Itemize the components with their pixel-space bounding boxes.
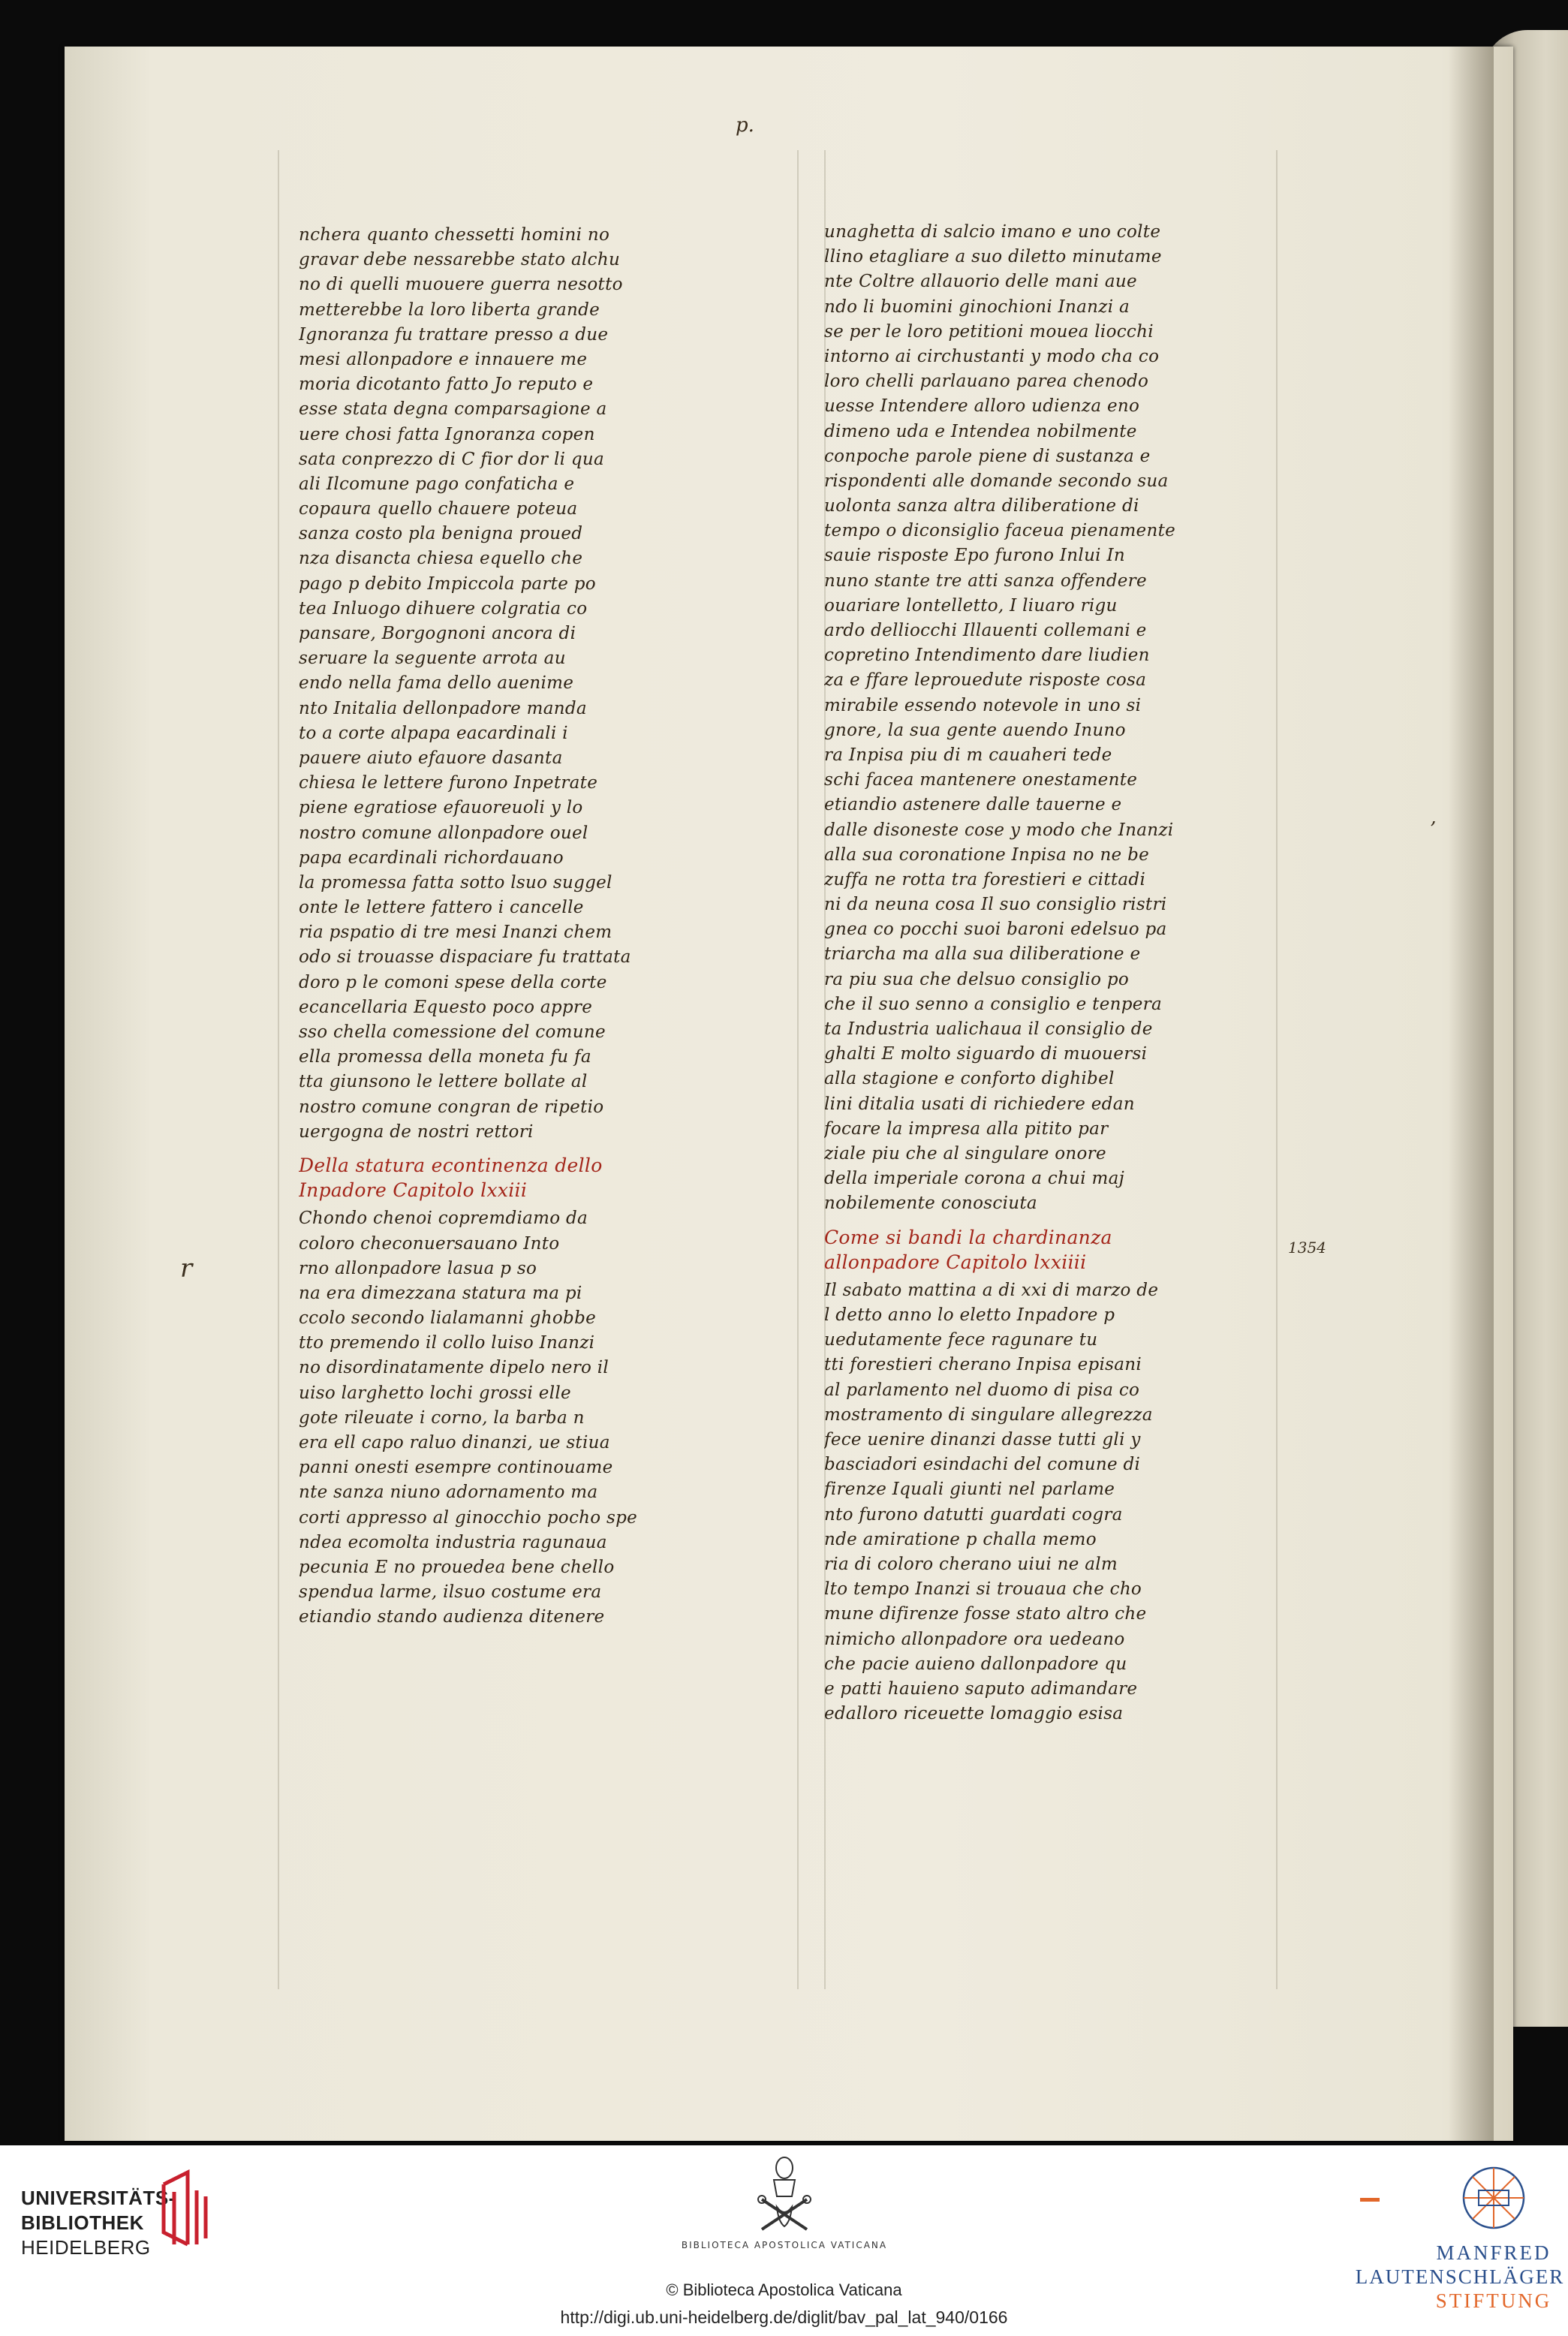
text-line: copretino Intendimento dare liudien	[824, 646, 1150, 666]
text-line: nde amiratione p challa memo	[824, 1529, 1097, 1549]
rubric-line: Della statura econtinenza dello	[299, 1154, 603, 1176]
text-line: focare la impresa alla pitito par	[824, 1118, 1109, 1139]
text-line: pauere aiuto efauore dasanta	[299, 748, 563, 768]
text-line: gravar debe nessarebbe stato alchu	[299, 250, 621, 270]
margin-mark-left: r	[180, 1254, 193, 1284]
ml-dash	[1360, 2198, 1380, 2202]
text-line: nchera quanto chessetti homini no	[299, 225, 610, 245]
text-line: gnore, la sua gente auendo Inuno	[824, 720, 1126, 740]
text-line: ella promessa della moneta fu fa	[299, 1047, 591, 1067]
text-line: za e ffare leprouedute risposte cosa	[824, 670, 1147, 691]
text-line: zuffa ne rotta tra forestieri e cittadi	[824, 869, 1146, 890]
text-line: copaura quello chauere poteua	[299, 499, 578, 519]
text-line: lto tempo Inanzi si trouaua che cho	[824, 1579, 1142, 1600]
text-line: schi facea mantenere onestamente	[824, 770, 1138, 790]
text-line: nobilemente conosciuta	[824, 1194, 1037, 1214]
text-line: coloro checonuersauano Into	[299, 1233, 560, 1254]
text-line: della imperiale corona a chui maj	[824, 1169, 1125, 1189]
margin-year-note: 1354	[1288, 1239, 1326, 1257]
text-line: spendua larme, ilsuo costume era	[299, 1582, 602, 1603]
ml-line3: STIFTUNG	[1435, 2289, 1552, 2312]
text-line: che pacie auieno dallonpadore qu	[824, 1654, 1127, 1674]
text-line: endo nella fama dello auenime	[299, 673, 574, 694]
ml-line2: LAUTENSCHLÄGER	[1355, 2265, 1565, 2288]
text-line: l detto anno lo eletto Inpadore p	[824, 1305, 1115, 1326]
text-line: no disordinatamente dipelo nero il	[299, 1358, 609, 1378]
text-line: mirabile essendo notevole in uno si	[824, 695, 1142, 715]
text-line: ndea ecomolta industria ragunaua	[299, 1532, 607, 1552]
text-line: odo si trouasse dispaciare fu trattata	[299, 947, 631, 968]
text-line: nza disancta chiesa equello che	[299, 549, 583, 569]
text-line: uiso larghetto lochi grossi elle	[299, 1383, 571, 1403]
text-line: papa ecardinali richordauano	[299, 847, 564, 868]
text-line: Chondo chenoi copremdiamo da	[299, 1209, 588, 1229]
ruling-line	[797, 150, 799, 1989]
footer-bar	[0, 2145, 1568, 2336]
right-chapter-text	[824, 1281, 1305, 1729]
text-line: al parlamento nel duomo di pisa co	[824, 1380, 1140, 1400]
text-line: sata conprezzo di C fior dor li qua	[299, 449, 605, 469]
text-line: ghalti E molto siguardo di muouersi	[824, 1044, 1148, 1064]
text-line: lini ditalia usati di richiedere edan	[824, 1094, 1135, 1114]
text-line: loro chelli parlauano parea chenodo	[824, 372, 1149, 392]
text-line: Ignoranza fu trattare presso a due	[299, 324, 609, 345]
text-line: dalle disoneste cose y modo che Inanzi	[824, 820, 1174, 840]
text-line: esse stata degna comparsagione a	[299, 399, 607, 420]
ub-logo-mark-icon	[158, 2169, 218, 2252]
text-line: pago p debito Impiccola parte po	[299, 573, 596, 594]
text-line: seruare la seguente arrota au	[299, 649, 566, 669]
text-line: nte sanza niuno adornamento ma	[299, 1483, 598, 1503]
text-line: ouariare lontelletto, I liuaro rigu	[824, 595, 1118, 616]
ub-logo-line1: UNIVERSITÄTS-	[21, 2187, 176, 2209]
text-line: ndo li buomini ginochioni Inanzi a	[824, 297, 1130, 317]
text-line: conpoche parole piene di sustanza e	[824, 446, 1151, 466]
text-line: e patti hauieno saputo adimandare	[824, 1678, 1138, 1699]
rubric-line: Inpadore Capitolo lxxiii	[299, 1179, 528, 1202]
text-line: rispondenti alle domande secondo sua	[824, 471, 1169, 491]
text-line: nto Initalia dellonpadore manda	[299, 698, 587, 718]
text-line: ccolo secondo lialamanni ghobbe	[299, 1308, 597, 1329]
text-line: to a corte alpapa eacardinali i	[299, 723, 568, 743]
text-line: nimicho allonpadore ora uedeano	[824, 1629, 1125, 1649]
text-line: ria di coloro cherano uiui ne alm	[824, 1554, 1118, 1574]
text-line: tempo o diconsiglio faceua pienamente	[824, 521, 1176, 541]
text-line: tta giunsono le lettere bollate al	[299, 1072, 588, 1092]
text-line: tto premendo il collo luiso Inanzi	[299, 1333, 595, 1353]
text-line: nte Coltre allauorio delle mani aue	[824, 272, 1137, 292]
ruling-line	[278, 150, 279, 1989]
text-line: tti forestieri cherano Inpisa episani	[824, 1355, 1142, 1375]
left-column	[299, 225, 779, 1633]
rubric-line: Come si bandi la chardinanza	[824, 1226, 1112, 1248]
text-line: pansare, Borgognoni ancora di	[299, 624, 576, 643]
text-line: ali Ilcomune pago confaticha e	[299, 474, 575, 494]
text-line: gnea co pocchi suoi baroni edelsuo pa	[824, 920, 1167, 940]
ub-logo-line3: HEIDELBERG	[21, 2236, 151, 2259]
text-line: chiesa le lettere furono Inpetrate	[299, 773, 598, 793]
text-line: metterebbe la loro liberta grande	[299, 300, 600, 320]
text-line: ta Industria ualichaua il consiglio de	[824, 1019, 1153, 1039]
text-line: mostramento di singulare allegrezza	[824, 1404, 1153, 1425]
left-column-text	[299, 225, 779, 1147]
text-line: era ell capo raluo dinanzi, ue stiua	[299, 1433, 610, 1452]
text-line: doro p le comoni spese della corte	[299, 972, 607, 992]
text-line: panni onesti esempre continouame	[299, 1458, 613, 1478]
text-line: ni da neuna cosa Il suo consiglio ristri	[824, 895, 1167, 915]
text-line: sauie risposte Epo furono Inlui In	[824, 546, 1125, 566]
text-line: triarcha ma alla sua diliberatione e	[824, 944, 1141, 965]
text-line: nostro comune congran de ripetio	[299, 1097, 604, 1117]
text-line: rno allonpadore lasua p so	[299, 1258, 537, 1278]
text-line: uere chosi fatta Ignoranza copen	[299, 424, 595, 444]
right-column-text	[824, 222, 1305, 1219]
text-line: intorno ai circhustanti y modo cha co	[824, 346, 1160, 366]
text-line: etiandio stando audienza ditenere	[299, 1607, 605, 1627]
text-line: unaghetta di salcio imano e uno colte	[824, 222, 1161, 242]
text-line: no di quelli muouere guerra nesotto	[299, 275, 623, 295]
ml-stiftung-logo-icon	[1456, 2160, 1531, 2235]
text-line: uergogna de nostri rettori	[299, 1121, 534, 1142]
text-line: piene egratiose efauoreuoli y lo	[299, 798, 583, 818]
text-line: ecancellaria Equesto poco appre	[299, 997, 593, 1017]
text-line: uolonta sanza altra diliberatione di	[824, 496, 1139, 516]
text-line: firenze Iquali giunti nel parlame	[824, 1480, 1115, 1500]
text-line: se per le loro petitioni mouea liocchi	[824, 321, 1154, 342]
text-line: nto furono datutti guardati cogra	[824, 1504, 1123, 1525]
ml-line1: MANFRED	[1436, 2241, 1551, 2264]
text-line: fece uenire dinanzi dasse tutti gli y	[824, 1430, 1141, 1449]
text-line: sanza costo pla benigna proued	[299, 524, 583, 544]
ub-logo-line2: BIBLIOTHEK	[21, 2211, 144, 2234]
gutter-shadow	[1449, 47, 1494, 2141]
text-line: ra Inpisa piu di m cauaheri tede	[824, 745, 1112, 765]
text-line: mune difirenze fosse stato altro che	[824, 1604, 1147, 1624]
text-line: corti appresso al ginocchio pocho spe	[299, 1507, 638, 1528]
text-line: llino etagliare a suo diletto minutame	[824, 247, 1162, 267]
text-line: onte le lettere fattero i cancelle	[299, 898, 584, 918]
text-line: uesse Intendere alloro udienza eno	[824, 396, 1140, 417]
vatican-ring-text: BIBLIOTECA APOSTOLICA VATICANA	[681, 2240, 888, 2250]
text-line: tea Inluogo dihuere colgratia co	[299, 598, 588, 619]
margin-mark-right: ’	[1430, 818, 1437, 841]
text-line: mesi allonpadore e innauere me	[299, 349, 588, 369]
folio-mark: p.	[736, 114, 754, 137]
text-line: nuno stante tre atti sanza offendere	[824, 570, 1147, 591]
text-line: sso chella comessione del comune	[299, 1022, 606, 1042]
left-chapter-text	[299, 1209, 779, 1632]
permalink-url[interactable]: http://digi.ub.uni-heidelberg.de/diglit/bav_pal_lat_940/0166	[560, 2307, 1008, 2327]
right-chapter-rubric	[824, 1227, 1305, 1276]
text-line: edalloro riceuette lomaggio esisa	[824, 1704, 1124, 1724]
text-line: alla stagione e conforto dighibel	[824, 1069, 1115, 1089]
text-line: basciadori esindachi del comune di	[824, 1455, 1141, 1475]
text-line: alla sua coronatione Inpisa no ne be	[824, 844, 1150, 865]
text-line: ziale piu che al singulare onore	[824, 1143, 1106, 1163]
text-line: ria pspatio di tre mesi Inanzi chem	[299, 923, 612, 943]
text-line: gote rileuate i corno, la barba n	[299, 1407, 585, 1428]
text-line: dimeno uda e Intendea nobilmente	[824, 421, 1137, 441]
text-line: la promessa fatta sotto lsuo suggel	[299, 872, 612, 893]
text-line: che il suo senno a consiglio e tenpera	[824, 994, 1162, 1014]
copyright-notice: © Biblioteca Apostolica Vaticana	[666, 2280, 902, 2299]
text-line: moria dicotanto fatto Jo reputo e	[299, 375, 594, 395]
text-line: Il sabato mattina a di xxi di marzo de	[824, 1280, 1159, 1300]
text-line: ardo delliocchi Illauenti collemani e	[824, 621, 1147, 640]
right-column	[824, 222, 1305, 1729]
text-line: etiandio astenere dalle tauerne e	[824, 795, 1122, 815]
text-line: uedutamente fece ragunare tu	[824, 1330, 1098, 1350]
text-line: na era dimezzana statura ma pi	[299, 1283, 582, 1303]
rubric-line: allonpadore Capitolo lxxiiii	[824, 1251, 1087, 1273]
text-line: nostro comune allonpadore ouel	[299, 823, 588, 843]
text-line: pecunia E no prouedea bene chello	[299, 1557, 615, 1577]
left-chapter-rubric	[299, 1154, 779, 1204]
text-line: ra piu sua che delsuo consiglio po	[824, 969, 1130, 989]
